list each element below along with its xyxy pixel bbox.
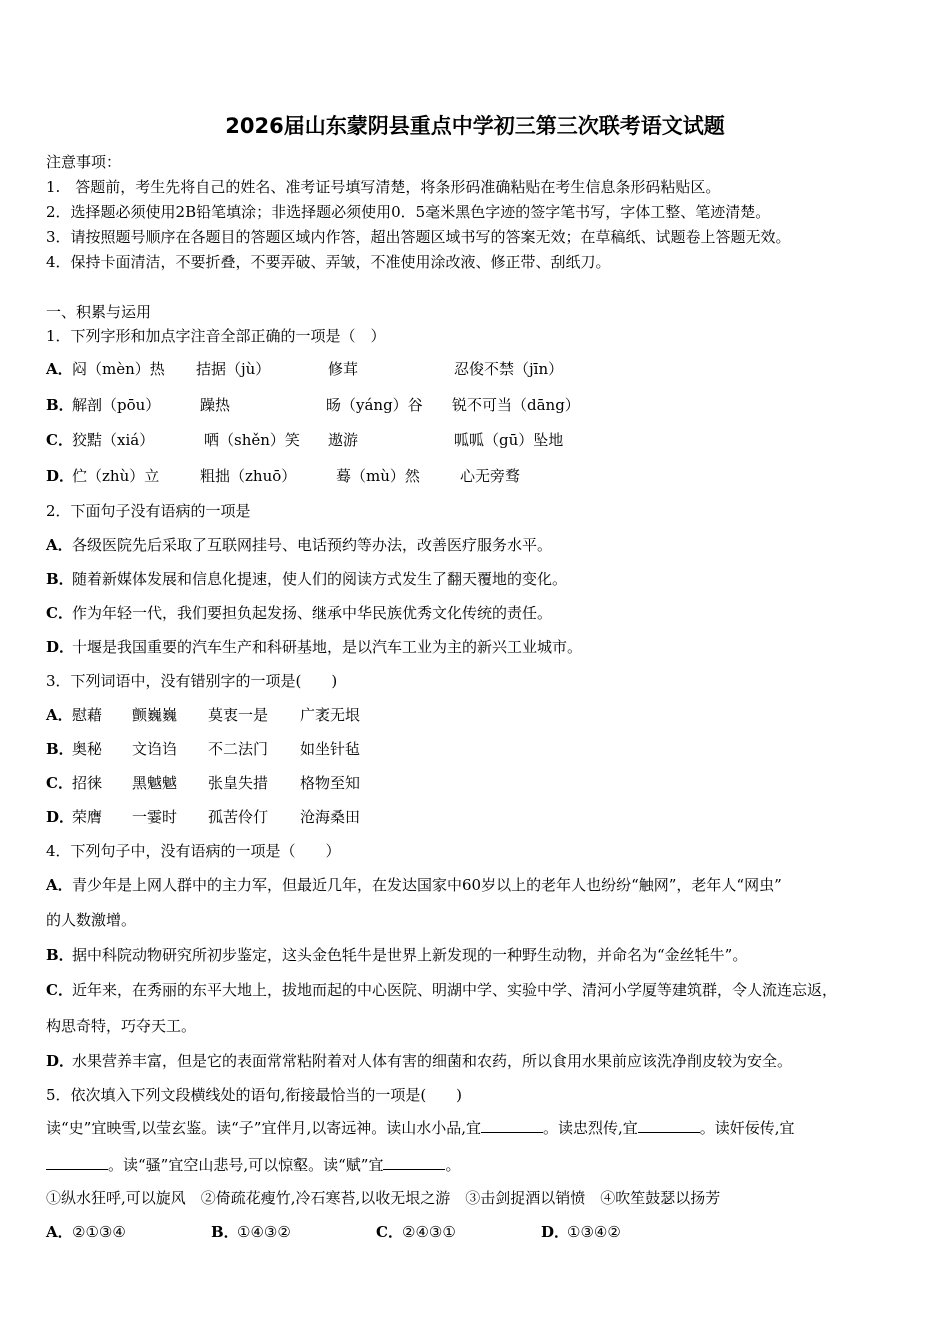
q5-option-d[interactable] [541, 1222, 621, 1242]
notice-heading: 注意事项： [46, 153, 122, 171]
option-letter: D． [46, 638, 75, 656]
option-cell: 莫衷一是 [208, 706, 269, 724]
option-letter: D． [541, 1223, 570, 1241]
option-text: 作为年轻一代，我们要担负起发扬、继承中华民族优秀文化传统的责任。 [72, 604, 553, 622]
q2-option-c[interactable] [46, 603, 552, 623]
page-title: 2026届山东蒙阴县重点中学初三第三次联考语文试题 [225, 114, 725, 138]
q2-option-d[interactable] [46, 637, 582, 657]
q5-passage-line [46, 1118, 795, 1138]
notice-item: 3．请按照题号顺序在各题目的答题区域内作答，超出答题区域书写的答案无效；在草稿纸、试题卷上答题无效。 [46, 228, 791, 246]
passage-text: 。 [445, 1156, 461, 1174]
option-cell: 不二法门 [208, 740, 269, 758]
option-cell: 孤苦伶仃 [208, 808, 269, 826]
option-text: 随着新媒体发展和信息化提速，使人们的阅读方式发生了翻天覆地的变化。 [72, 570, 568, 588]
option-letter: A． [46, 706, 73, 724]
passage-text: 。读“骚”宜空山悲号,可以惊壑。读“赋”宜 [108, 1156, 384, 1174]
option-cell: 锐不可当（dāng） [452, 396, 580, 414]
option-cell: 遨游 [328, 431, 359, 449]
option-text: ①④③② [237, 1223, 291, 1241]
option-cell: 一霎时 [132, 808, 178, 826]
notice-item: 1. 答题前，考生先将自己的姓名、准考证号填写清楚，将条形码准确粘贴在考生信息条形码粘贴区。 [46, 178, 721, 196]
option-letter: C． [376, 1223, 403, 1241]
question-stem-5: 5．依次填入下列文段横线处的语句,衔接最恰当的一项是( ) [46, 1086, 463, 1104]
option-cell: 张皇失措 [208, 774, 269, 792]
fill-blank-1[interactable] [481, 1118, 543, 1133]
q5-options [46, 1222, 621, 1242]
option-cell: 颤巍巍 [132, 706, 178, 724]
option-letter: B． [46, 570, 74, 588]
option-letter: A． [46, 1223, 73, 1241]
q4-option-a-continued: 的人数激增。 [46, 911, 137, 929]
option-letter: C． [46, 431, 73, 449]
q2-option-b[interactable] [46, 569, 567, 589]
option-letter: D． [46, 1052, 75, 1070]
option-text: 据中科院动物研究所初步鉴定，这头金色牦牛是世界上新发现的一种野生动物，并命名为“金丝牦牛”。 [72, 946, 748, 964]
q1-option-c[interactable] [46, 430, 563, 450]
option-cell: 旸（yáng）谷 [326, 396, 423, 414]
option-cell: 格物至知 [300, 774, 361, 792]
option-cell: 沧海桑田 [300, 808, 361, 826]
option-cell: 忍俊不禁（jīn） [454, 360, 564, 378]
option-cell: 粗拙（zhuō） [200, 467, 297, 485]
option-cell: 招徕 [72, 774, 103, 792]
q4-option-d[interactable] [46, 1051, 792, 1071]
q5-passage-line [46, 1155, 460, 1175]
passage-text: 。读忠烈传,宜 [542, 1119, 638, 1137]
question-stem-4: 4．下列句子中，没有语病的一项是（ ） [46, 842, 341, 860]
option-text: 近年来，在秀丽的东平大地上，拔地而起的中心医院、明湖中学、实验中学、清河小学厦等建筑群，令人流连忘返， [72, 981, 838, 999]
option-cell: 如坐针毡 [300, 740, 361, 758]
option-letter: C． [46, 981, 73, 999]
question-stem-3: 3．下列词语中，没有错别字的一项是( ) [46, 672, 338, 690]
passage-text: 读“史”宜映雪,以莹玄鉴。读“子”宜伴月,以寄远神。读山水小品,宜 [46, 1119, 481, 1137]
option-text: 水果营养丰富，但是它的表面常常粘附着对人体有害的细菌和农药，所以食用水果前应该洗净削皮较为安全。 [72, 1052, 793, 1070]
option-text: 青少年是上网人群中的主力军，但最近几年，在发达国家中60岁以上的老年人也纷纷“触网”，老年人“网虫” [72, 876, 782, 894]
option-text: ②①③④ [72, 1223, 126, 1241]
option-cell: 心无旁骛 [460, 467, 521, 485]
option-cell: 奥秘 [72, 740, 103, 758]
option-cell: 拮据（jù） [196, 360, 271, 378]
option-text: 各级医院先后采取了互联网挂号、电话预约等办法，改善医疗服务水平。 [72, 536, 553, 554]
q2-option-a[interactable] [46, 535, 552, 555]
q4-option-c[interactable] [46, 980, 837, 1000]
q3-option-b[interactable] [46, 739, 360, 759]
option-cell: 慰藉 [72, 706, 103, 724]
option-letter: A． [46, 536, 73, 554]
option-cell: 哂（shěn）笑 [204, 431, 300, 449]
option-letter: A． [46, 360, 73, 378]
option-cell: 解剖（pōu） [72, 396, 161, 414]
option-cell: 黑魆魆 [132, 774, 178, 792]
q5-option-c[interactable] [376, 1222, 541, 1242]
q3-option-a[interactable] [46, 705, 360, 725]
q3-option-d[interactable] [46, 807, 360, 827]
section-heading: 一、积累与运用 [46, 303, 152, 321]
option-cell: 蓦（mù）然 [336, 467, 420, 485]
option-letter: C． [46, 604, 73, 622]
option-letter: C． [46, 774, 73, 792]
option-cell: 荣膺 [72, 808, 103, 826]
option-text: ①③④② [567, 1223, 621, 1241]
option-cell: 文诌诌 [132, 740, 178, 758]
option-letter: B． [211, 1223, 239, 1241]
option-cell: 呱呱（gū）坠地 [454, 431, 564, 449]
option-cell: 闷（mèn）热 [72, 360, 165, 378]
notice-item: 2．选择题必须使用2B铅笔填涂；非选择题必须使用0．5毫米黑色字迹的签字笔书写，字体工整、笔迹清楚。 [46, 203, 771, 221]
q1-option-a[interactable] [46, 359, 563, 379]
option-cell: 广袤无垠 [300, 706, 361, 724]
q4-option-a[interactable] [46, 875, 782, 895]
q5-choices: ①纵水狂呼,可以旋风 ②倚疏花瘦竹,冷石寒苔,以收无垠之游 ③击剑捉酒以销愤 ④吹笙鼓瑟以扬芳 [46, 1189, 721, 1207]
option-letter: D． [46, 808, 75, 826]
fill-blank-2[interactable] [638, 1118, 700, 1133]
q3-option-c[interactable] [46, 773, 360, 793]
passage-text: 。读奸佞传,宜 [699, 1119, 795, 1137]
q5-option-a[interactable] [46, 1222, 211, 1242]
option-text: 十堰是我国重要的汽车生产和科研基地，是以汽车工业为主的新兴工业城市。 [72, 638, 583, 656]
q4-option-c-continued: 构思奇特，巧夺天工。 [46, 1017, 197, 1035]
option-cell: 修茸 [328, 360, 359, 378]
option-text: ②④③① [402, 1223, 456, 1241]
option-cell: 伫（zhù）立 [72, 467, 160, 485]
option-cell: 狡黠（xiá） [72, 431, 155, 449]
option-letter: D． [46, 467, 75, 485]
q4-option-b[interactable] [46, 945, 747, 965]
notice-item: 4．保持卡面清洁，不要折叠，不要弄破、弄皱，不准使用涂改液、修正带、刮纸刀。 [46, 253, 611, 271]
q1-option-d[interactable] [46, 466, 520, 486]
question-stem-1: 1．下列字形和加点字注音全部正确的一项是（ ） [46, 327, 386, 345]
fill-blank-4[interactable] [383, 1155, 445, 1170]
option-letter: A． [46, 876, 73, 894]
option-letter: B． [46, 946, 74, 964]
option-letter: B． [46, 396, 74, 414]
option-cell: 躁热 [200, 396, 231, 414]
question-stem-2: 2．下面句子没有语病的一项是 [46, 502, 251, 520]
q1-option-b[interactable] [46, 395, 580, 415]
option-letter: B． [46, 740, 74, 758]
fill-blank-3[interactable] [46, 1155, 108, 1170]
q5-option-b[interactable] [211, 1222, 376, 1242]
